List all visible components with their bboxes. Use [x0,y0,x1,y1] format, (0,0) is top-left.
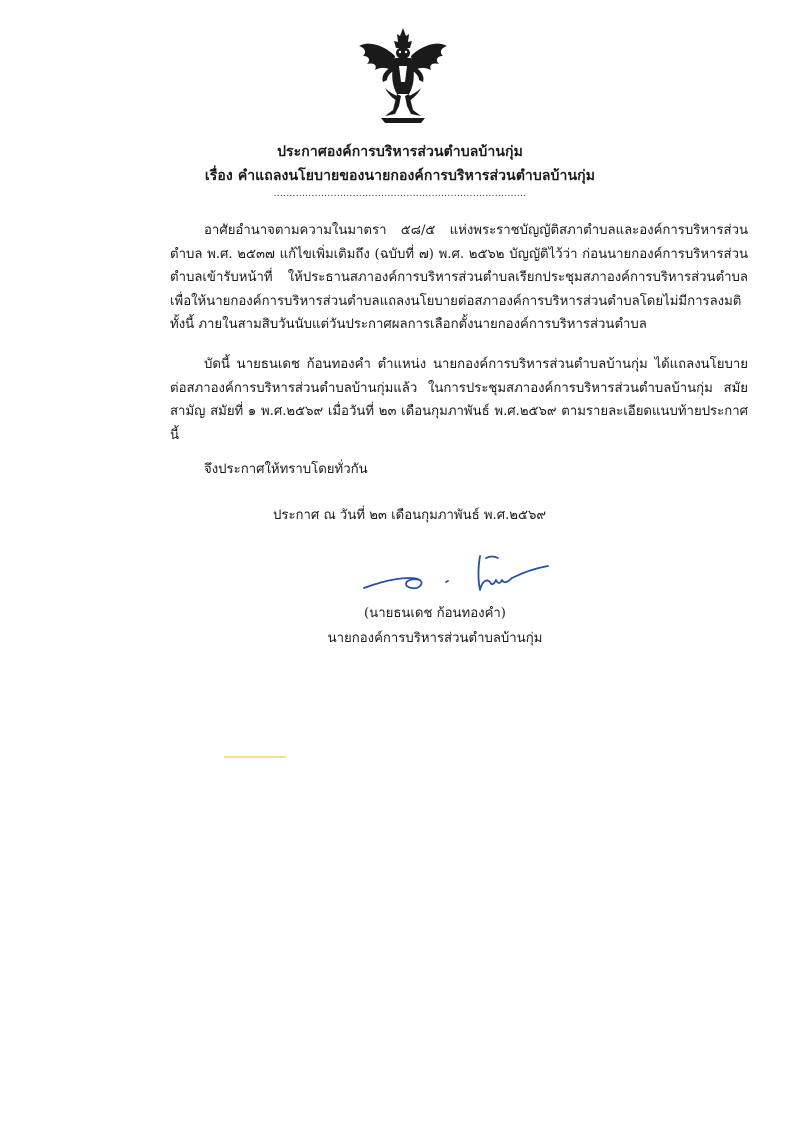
body-paragraph-1: อาศัยอำนาจตามความในมาตรา ๕๘/๕ แห่งพระราชบัญญัติสภาตำบลและองค์การบริหารส่วนตำบล พ.ศ. ๒๕๓๗ แก้ไขเพิ่มเติมถึง (ฉบับที่ ๗) พ.ศ. ๒๕๖๒ บัญญัติไว้ว่า ก่อนนายกองค์การบริหารส่วนตำบลเข้ารับหน้าที่ ให้ประธานสภาองค์การบริหารส่วนตำบลเรียกประชุมสภาองค์การบริหารส่วนตำบลเพื่อให้นายกองค์การบริหารส่วนตำบลแถลงนโยบายต่อสภาองค์การบริหารส่วนตำบลโดยไม่มีการลงมติ ทั้งนี้ ภายในสามสิบวันนับแต่วันประกาศผลการเลือกตั้งนายกองค์การบริหารส่วนตำบล [170,223,748,332]
body-paragraph-2: บัดนี้ นายธนเดช ก้อนทองคำ ตำแหน่ง นายกองค์การบริหารส่วนตำบลบ้านกุ่ม ได้แถลงนโยบายต่อสภาองค์การบริหารส่วนตำบลบ้านกุ่มแล้ว ในการประชุมสภาองค์การบริหารส่วนตำบลบ้านกุ่ม สมัยสามัญ สมัยที่ ๑ พ.ศ.๒๕๖๙ เมื่อวันที่ ๒๓ เดือนกุมภาพันธ์ พ.ศ.๒๕๖๙ ตามรายละเอียดแนบท้ายประกาศนี้ [170,357,748,443]
announcement-subject: เรื่อง คำแถลงนโยบายของนายกองค์การบริหารส่วนตำบลบ้านกุ่ม [204,168,596,184]
announcement-date: ประกาศ ณ วันที่ ๒๓ เดือนกุมภาพันธ์ พ.ศ.๒๕๖๙ [273,508,547,523]
handwritten-signature [362,548,552,598]
signer-title: นายกองค์การบริหารส่วนตำบลบ้านกุ่ม [327,631,543,646]
title-separator: ................................................................................ [273,189,527,199]
garuda-emblem-icon [355,26,451,126]
announcement-title: ประกาศองค์การบริหารส่วนตำบลบ้านกุ่ม [277,144,523,160]
highlight-mark [224,756,286,758]
body-paragraph-3: จึงประกาศให้ทราบโดยทั่วกัน [204,462,368,477]
signer-name: (นายธนเดช ก้อนทองคำ) [364,606,506,621]
